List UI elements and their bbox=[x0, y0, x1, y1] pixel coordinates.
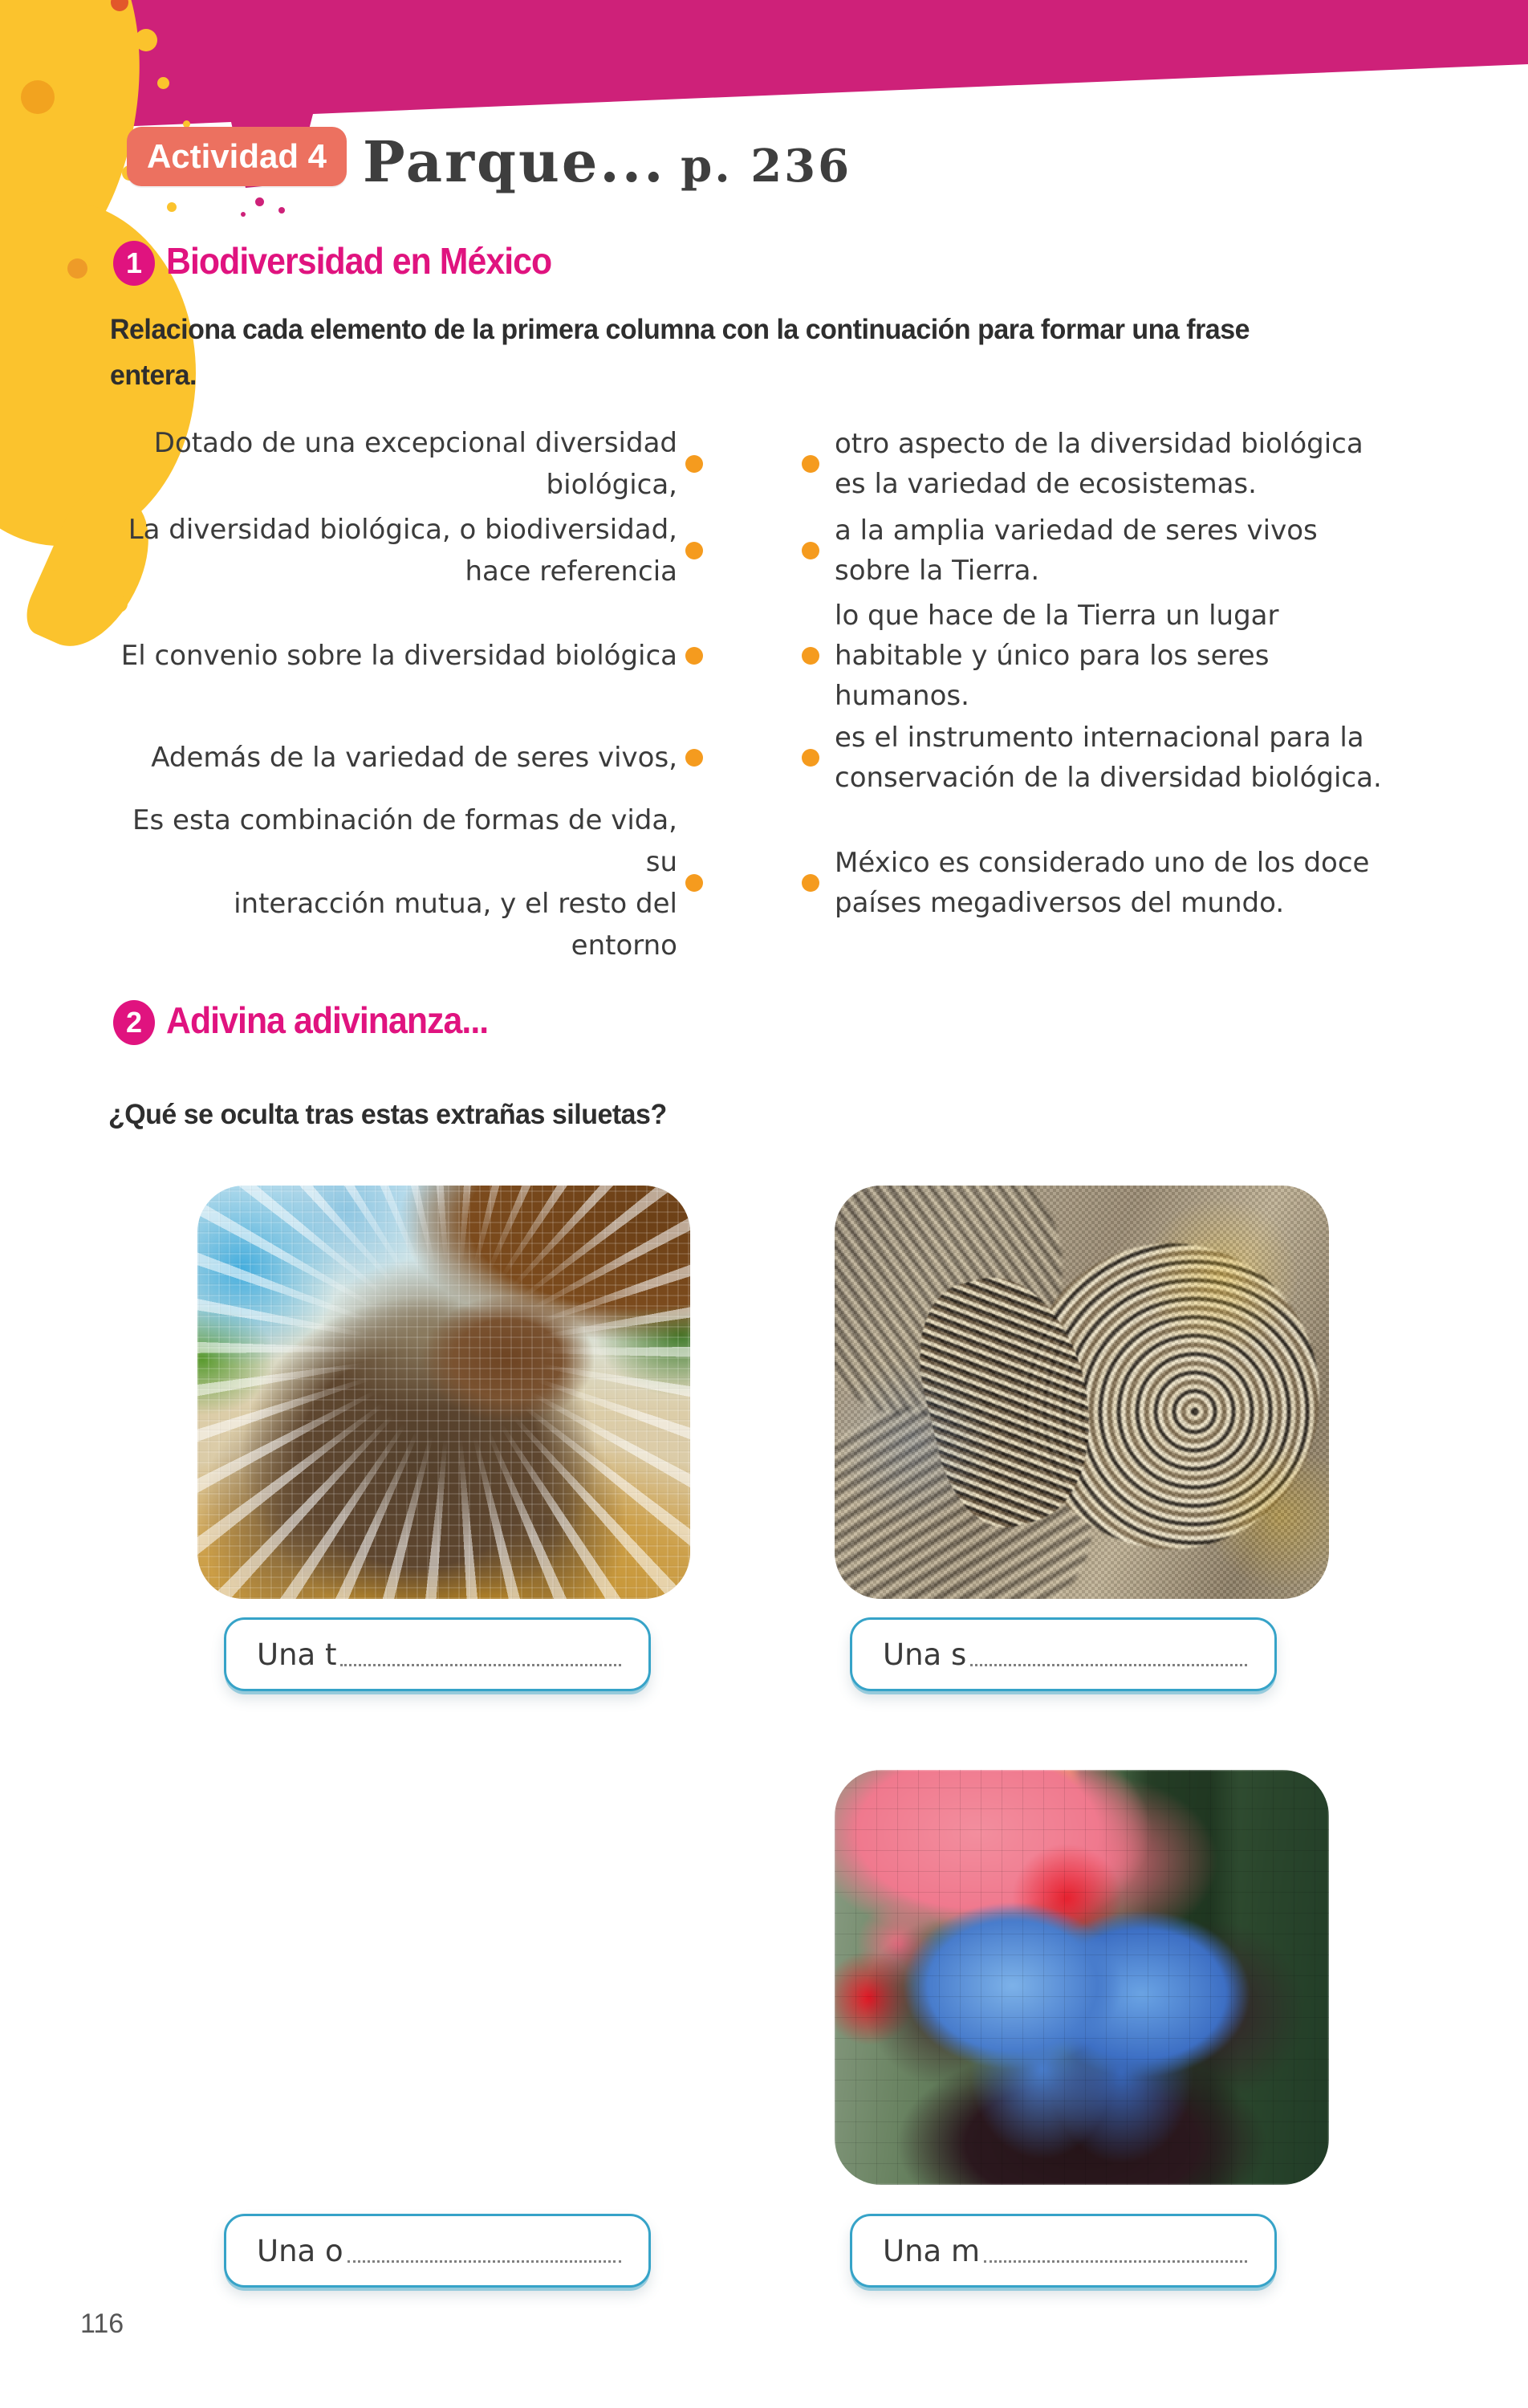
match-left-item: La diversidad biológica, o biodiversidad, hace referencia bbox=[128, 514, 677, 588]
mosaic-effect bbox=[197, 1186, 690, 1599]
match-right-item: lo que hace de la Tierra un lugar habitable y único para los seres humanos. bbox=[835, 600, 1279, 712]
answer-dotted-line[interactable] bbox=[984, 2260, 1247, 2263]
match-right-item: México es considerado uno de los doce países megadiversos del mundo. bbox=[835, 847, 1370, 919]
paint-drop bbox=[135, 29, 157, 51]
match-row bbox=[120, 716, 1404, 799]
match-row bbox=[120, 422, 1404, 506]
paint-drop bbox=[167, 202, 177, 212]
match-right-item: otro aspecto de la diversidad biológica es la variedad de ecosistemas. bbox=[835, 428, 1363, 500]
instructions-line2: entera. bbox=[110, 360, 197, 391]
section1-instructions bbox=[110, 307, 1250, 398]
match-row bbox=[120, 506, 1404, 596]
answer-prefix: Una m bbox=[883, 2233, 981, 2268]
activity-badge bbox=[127, 127, 347, 186]
paint-dot bbox=[241, 212, 246, 217]
section2-question: ¿Qué se oculta tras estas extrañas siluetas? bbox=[108, 1099, 667, 1130]
match-bullet-icon[interactable] bbox=[802, 542, 819, 559]
match-bullet-icon[interactable] bbox=[685, 455, 703, 473]
match-right-item: es el instrumento internacional para la conservación de la diversidad biológica. bbox=[835, 722, 1382, 794]
orchid-picture bbox=[197, 1770, 690, 2185]
activity-badge-label: Actividad 4 bbox=[146, 137, 327, 175]
answer-prefix: Una s bbox=[883, 1637, 967, 1672]
match-row bbox=[120, 799, 1404, 966]
match-bullet-icon[interactable] bbox=[685, 874, 703, 892]
section1-number: 1 bbox=[125, 246, 143, 279]
match-left-item: Es esta combinación de formas de vida, su interacción mutua, y el resto del entorno bbox=[132, 804, 677, 962]
match-bullet-icon[interactable] bbox=[802, 874, 819, 892]
page-number: 116 bbox=[80, 2308, 124, 2339]
match-left-item: El convenio sobre la diversidad biológica bbox=[120, 640, 677, 672]
match-row bbox=[120, 596, 1404, 716]
match-bullet-icon[interactable] bbox=[802, 749, 819, 767]
match-left-item: Además de la variedad de seres vivos, bbox=[151, 742, 677, 774]
paint-drop bbox=[157, 77, 169, 89]
answer-dotted-line[interactable] bbox=[340, 1664, 621, 1666]
answer-box-snake[interactable] bbox=[850, 1617, 1277, 1691]
match-bullet-icon[interactable] bbox=[802, 455, 819, 473]
pixelation-effect bbox=[835, 1770, 1329, 2185]
paint-spot bbox=[21, 80, 55, 114]
section1-title: Biodiversidad en México bbox=[166, 240, 552, 282]
section2-number: 2 bbox=[125, 1006, 143, 1039]
page-title-pageref: p. 236 bbox=[681, 140, 852, 193]
page-title bbox=[363, 128, 851, 195]
paint-dot bbox=[255, 197, 264, 206]
match-bullet-icon[interactable] bbox=[802, 647, 819, 665]
riddle-image-butterfly bbox=[835, 1770, 1329, 2185]
matching-exercise bbox=[120, 422, 1404, 966]
riddle-image-snake bbox=[835, 1186, 1329, 1599]
match-left-item: Dotado de una excepcional diversidad biológica, bbox=[153, 427, 677, 501]
instructions-line1: Relaciona cada elemento de la primera columna con la continuación para formar una frase bbox=[110, 314, 1250, 345]
match-right-item: a la amplia variedad de seres vivos sobre la Tierra. bbox=[835, 515, 1318, 587]
answer-dotted-line[interactable] bbox=[970, 1664, 1247, 1666]
paint-drop bbox=[48, 559, 60, 571]
answer-prefix: Una t bbox=[257, 1637, 337, 1672]
match-bullet-icon[interactable] bbox=[685, 647, 703, 665]
answer-box-orchid[interactable] bbox=[224, 2214, 651, 2288]
match-bullet-icon[interactable] bbox=[685, 542, 703, 559]
riddle-image-turtle bbox=[197, 1186, 690, 1599]
answer-prefix: Una o bbox=[257, 2233, 343, 2268]
paint-dot bbox=[278, 207, 285, 214]
speckle-effect bbox=[835, 1186, 1329, 1599]
answer-dotted-line[interactable] bbox=[347, 2260, 621, 2263]
riddle-image-orchid bbox=[197, 1770, 690, 2185]
answer-box-butterfly[interactable] bbox=[850, 2214, 1277, 2288]
section2-title: Adivina adivinanza... bbox=[166, 999, 489, 1041]
paint-spot bbox=[67, 258, 87, 279]
section1-number-badge bbox=[113, 241, 155, 286]
page-title-main: Parque... bbox=[363, 128, 666, 195]
answer-box-turtle[interactable] bbox=[224, 1617, 651, 1691]
match-bullet-icon[interactable] bbox=[685, 749, 703, 767]
section2-number-badge bbox=[113, 1000, 155, 1045]
